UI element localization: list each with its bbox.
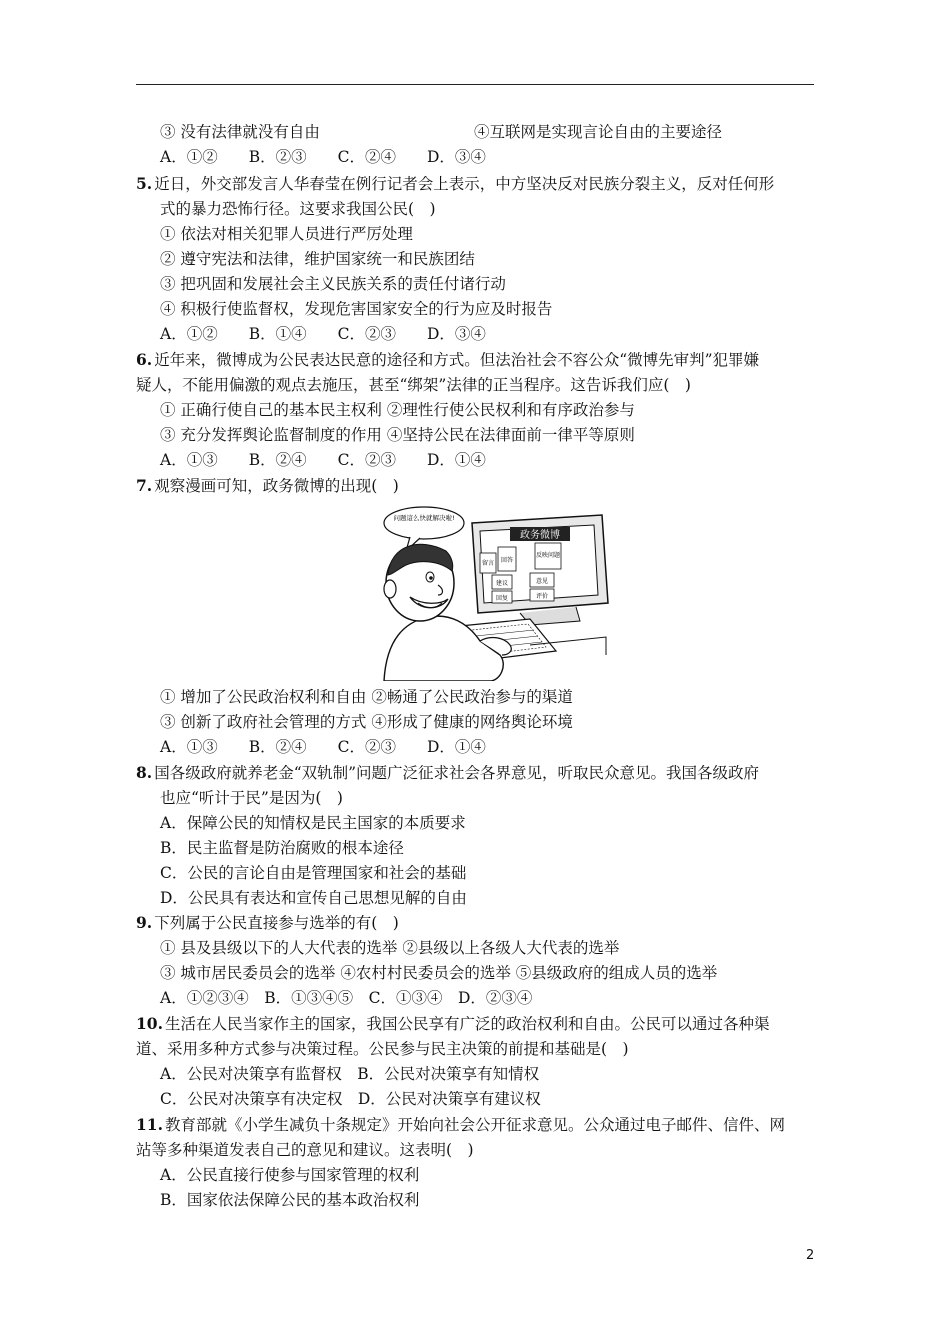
q8-stem-text1: 国各级政府就养老金“双轨制”问题广泛征求社会各界意见，听取民众意见。我国各级政府: [154, 764, 760, 782]
note-answer: 回答: [500, 557, 514, 564]
q11-number: 11.: [136, 1115, 163, 1134]
q8-number: 8.: [136, 763, 153, 782]
note-reply: 回复: [495, 595, 509, 602]
q5-number: 5.: [136, 174, 153, 193]
government-weibo-cartoon: [380, 505, 612, 681]
q9-stem-text1: 下列属于公民直接参与选举的有( ): [154, 914, 399, 932]
q10-choices-ab: A．公民对决策享有监督权 B．公民对决策享有知情权: [160, 1065, 540, 1083]
note-suggestion: 建议: [495, 580, 509, 587]
q8-choice-a: A．保障公民的知情权是民主国家的本质要求: [160, 814, 466, 832]
speech-bubble-text: 问题這么快就解决啦!: [393, 514, 455, 522]
q5-option-4: ④ 积极行使监督权，发现危害国家安全的行为应及时报告: [160, 300, 553, 318]
q10-stem-line2: 道、采用多种方式参与决策过程。公民参与民主决策的前提和基础是( ): [136, 1040, 629, 1058]
note-message: 留言: [481, 560, 495, 567]
q11-choice-a: A．公民直接行使参与国家管理的权利: [160, 1166, 420, 1184]
q6-stem-text1: 近年来，微博成为公民表达民意的途径和方式。但法治社会不容公众“微博先审判”犯罪嫌: [154, 351, 760, 369]
q5-option-3: ③ 把巩固和发展社会主义民族关系的责任付诸行动: [160, 275, 506, 293]
monitor: [472, 515, 608, 625]
q7-option-row1: ① 增加了公民政治权利和自由 ②畅通了公民政治参与的渠道: [160, 688, 573, 706]
q4-option-row: [160, 122, 723, 142]
q8-stem-line2: 也应“听计于民”是因为( ): [160, 789, 343, 807]
q8-stem-line1: [136, 763, 759, 783]
q4-item4: ④互联网是实现言论自由的主要途径: [474, 123, 723, 141]
q5-option-1: ① 依法对相关犯罪人员进行严厉处理: [160, 225, 413, 243]
q9-option-row1: ① 县及县级以下的人大代表的选举 ②县级以上各级人大代表的选举: [160, 939, 620, 957]
q10-number: 10.: [136, 1014, 163, 1033]
q10-choices-cd: C．公民对决策享有决定权 D．公民对决策享有建议权: [160, 1090, 541, 1108]
q9-stem-line1: [136, 913, 399, 933]
q9-number: 9.: [136, 913, 153, 932]
q6-answer-options: A．①③ B．②④ C．②③ D．①④: [160, 451, 486, 469]
note-evaluation: 评价: [535, 593, 549, 600]
q7-stem-line1: [136, 476, 399, 496]
q6-option-row1: ① 正确行使自己的基本民主权利 ②理性行使公民权利和有序政治参与: [160, 401, 635, 419]
q6-option-row2: ③ 充分发挥舆论监督制度的作用 ④坚持公民在法律面前一律平等原则: [160, 426, 635, 444]
q11-stem-line1: [136, 1115, 785, 1135]
q8-choice-d: D．公民具有表达和宣传自己思想见解的自由: [160, 889, 467, 907]
q9-option-row2: ③ 城市居民委员会的选举 ④农村村民委员会的选举 ⑤县级政府的组成人员的选举: [160, 964, 718, 982]
q6-stem-line1: [136, 350, 759, 370]
q7-option-row2: ③ 创新了政府社会管理的方式 ④形成了健康的网络舆论环境: [160, 713, 573, 731]
header-rule: [136, 84, 814, 85]
page-number: 2: [806, 1248, 815, 1263]
note-opinion: 意见: [535, 578, 549, 585]
note-feedback: 反映问题: [535, 552, 561, 559]
q11-stem-line2: 站等多种渠道发表自己的意见和建议。这表明( ): [136, 1141, 474, 1159]
screen-title: 政务微博: [520, 530, 560, 541]
q6-number: 6.: [136, 350, 153, 369]
q7-answer-options: A．①③ B．②④ C．②③ D．①④: [160, 738, 486, 756]
q4-answer-options: A．①② B．②③ C．②④ D．③④: [160, 148, 486, 166]
q6-stem-line2: 疑人，不能用偏激的观点去施压，甚至“绑架”法律的正当程序。这告诉我们应( ): [136, 376, 691, 394]
q8-choice-c: C．公民的言论自由是管理国家和社会的基础: [160, 864, 467, 882]
q8-choice-b: B．民主监督是防治腐败的根本途径: [160, 839, 404, 857]
q5-option-2: ② 遵守宪法和法律，维护国家统一和民族团结: [160, 250, 475, 268]
q7-number: 7.: [136, 476, 153, 495]
q9-answer-options: A．①②③④ B．①③④⑤ C．①③④ D．②③④: [160, 989, 533, 1007]
q11-choice-b: B．国家依法保障公民的基本政治权利: [160, 1191, 420, 1209]
q4-item3: ③ 没有法律就没有自由: [160, 123, 320, 141]
q10-stem-line1: [136, 1014, 769, 1034]
q7-stem-text1: 观察漫画可知，政务微博的出现( ): [154, 477, 399, 495]
q5-stem-line1: [136, 174, 774, 194]
q5-answer-options: A．①② B．①④ C．②③ D．③④: [160, 325, 486, 343]
q10-stem-text1: 生活在人民当家作主的国家，我国公民享有广泛的政治权利和自由。公民可以通过各种渠: [164, 1015, 770, 1033]
q5-stem-line2: 式的暴力恐怖行径。这要求我国公民( ): [160, 200, 436, 218]
q5-stem-text1: 近日，外交部发言人华春莹在例行记者会上表示，中方坚决反对民族分裂主义，反对任何形: [154, 175, 775, 193]
q11-stem-text1: 教育部就《小学生减负十条规定》开始向社会公开征求意见。公众通过电子邮件、信件、网: [164, 1116, 785, 1134]
